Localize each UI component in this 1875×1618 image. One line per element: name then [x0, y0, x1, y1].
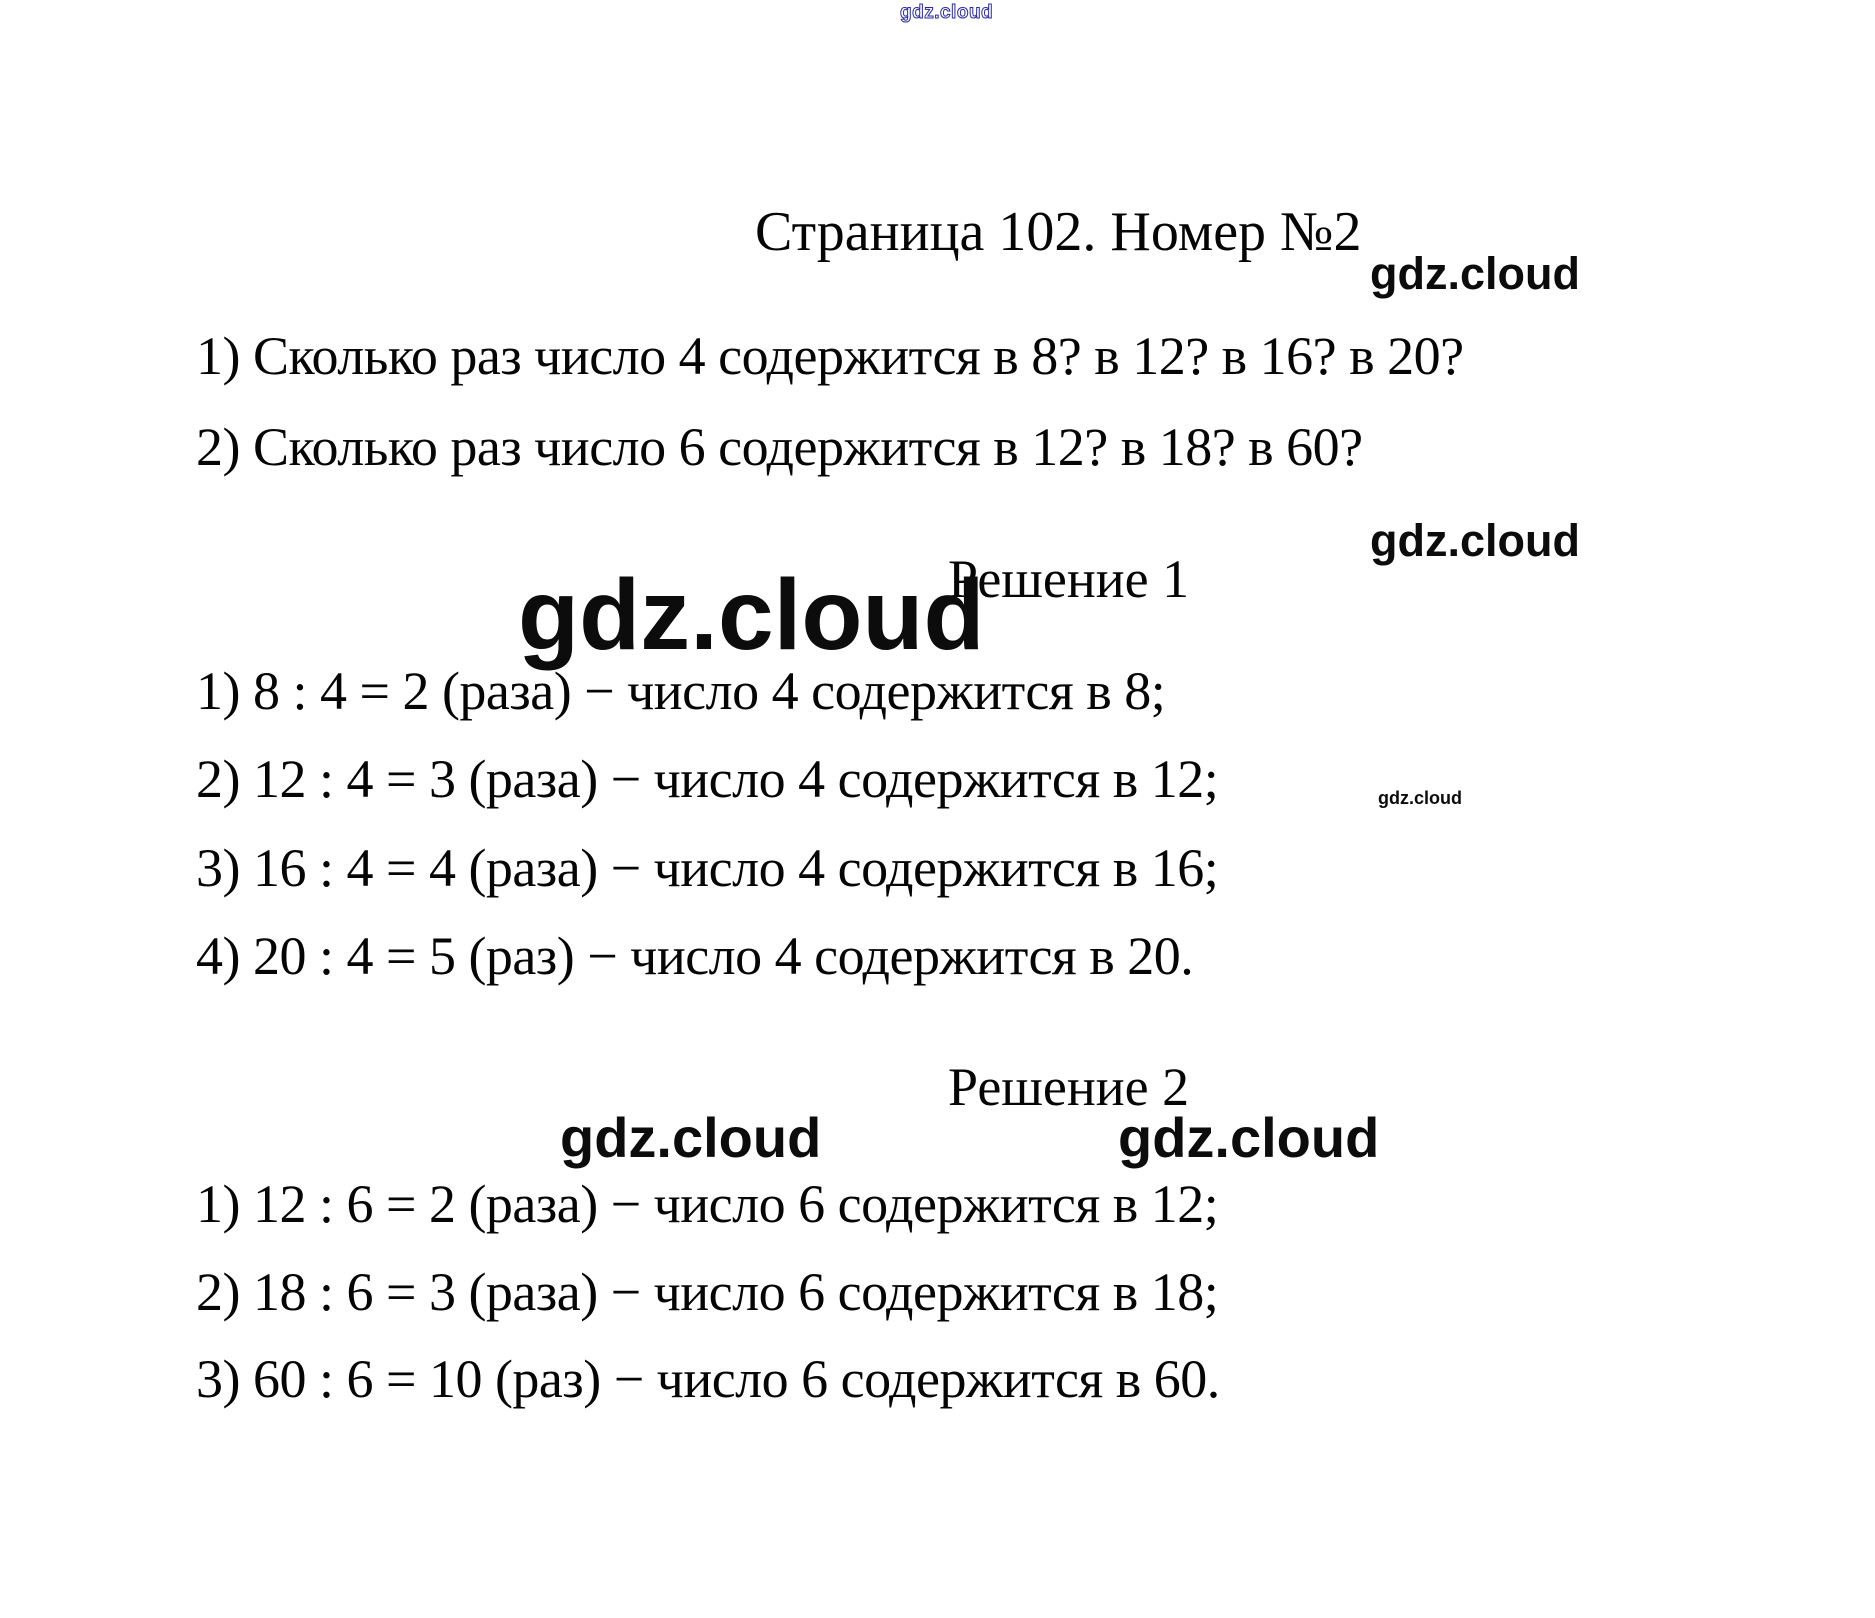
- solution-2-line-2: 2) 18 : 6 = 3 (раза) − число 6 содержится в 18;: [196, 1262, 1219, 1322]
- gdz-cloud-watermark-top: gdz.cloud: [900, 2, 994, 23]
- question-line-2: 2) Сколько раз число 6 содержится в 12? в 18? в 60?: [196, 417, 1363, 477]
- solution-1-line-2: 2) 12 : 4 = 3 (раза) − число 4 содержится в 12;: [196, 749, 1219, 809]
- solution-2-line-1: 1) 12 : 6 = 2 (раза) − число 6 содержится в 12;: [196, 1174, 1219, 1234]
- solution-1-heading: Решение 1: [948, 549, 1190, 609]
- solution-1-line-4: 4) 20 : 4 = 5 (раз) − число 4 содержится в 20.: [196, 926, 1194, 986]
- page-title: Страница 102. Номер №2: [755, 201, 1362, 263]
- gdz-cloud-watermark-small: gdz.cloud: [1378, 788, 1462, 808]
- solution-1-line-3: 3) 16 : 4 = 4 (раза) − число 4 содержится в 16;: [196, 838, 1219, 898]
- solution-1-line-1: 1) 8 : 4 = 2 (раза) − число 4 содержится в 8;: [196, 661, 1166, 721]
- solution-2-line-3: 3) 60 : 6 = 10 (раз) − число 6 содержится в 60.: [196, 1349, 1220, 1409]
- gdz-cloud-watermark-large: gdz.cloud: [518, 559, 985, 671]
- gdz-cloud-watermark-solution2-left: gdz.cloud: [560, 1106, 822, 1169]
- solution-2-heading: Решение 2: [948, 1057, 1190, 1117]
- gdz-cloud-watermark-solution2-right: gdz.cloud: [1118, 1106, 1380, 1169]
- gdz-cloud-watermark-under-title: gdz.cloud: [1370, 248, 1580, 299]
- question-line-1: 1) Сколько раз число 4 содержится в 8? в 12? в 16? в 20?: [196, 326, 1464, 386]
- gdz-cloud-watermark-right: gdz.cloud: [1370, 515, 1580, 566]
